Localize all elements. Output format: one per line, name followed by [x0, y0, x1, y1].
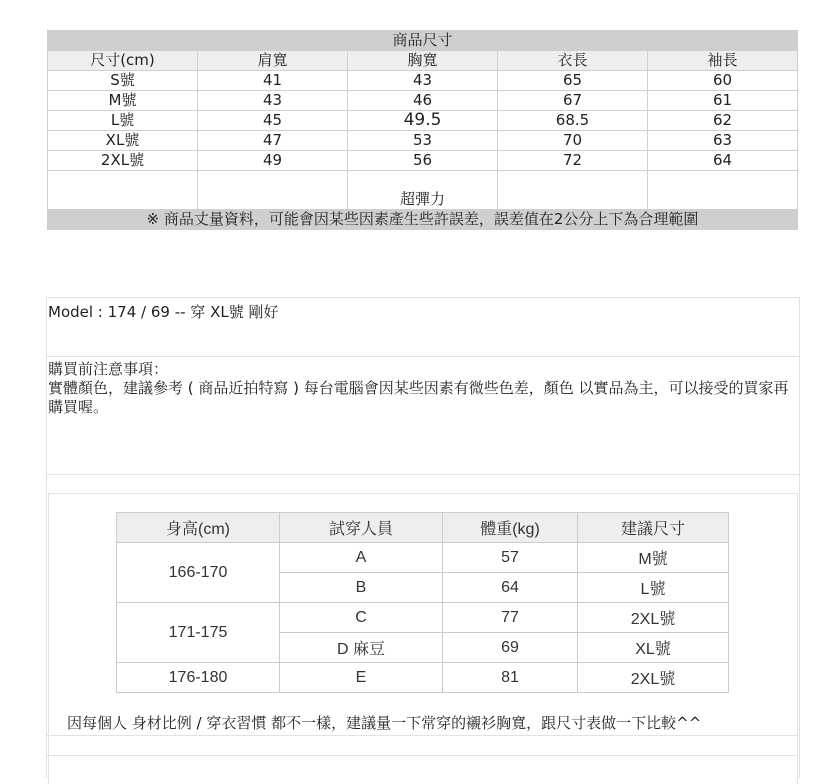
notice-body: 實體顏色，建議參考 ( 商品近拍特寫 ) 每台電腦會因某些因素有微些色差，顏色 以實品為主，可以接受的買家再購買喔。	[48, 379, 789, 416]
tester-cell: E	[280, 663, 443, 693]
weight-cell: 69	[443, 633, 578, 663]
fitting-header-row	[117, 513, 729, 543]
size-cell: 70	[498, 131, 648, 151]
size-cell: 2XL號	[578, 663, 729, 693]
fitting-row	[117, 543, 729, 573]
header-shoulder: 肩寬	[198, 51, 348, 71]
header-tester: 試穿人員	[280, 513, 443, 543]
size-row	[48, 71, 798, 91]
header-length: 衣長	[498, 51, 648, 71]
header-sleeve: 袖長	[648, 51, 798, 71]
size-cell: 68.5	[498, 111, 648, 131]
purchase-notice	[48, 360, 798, 417]
size-cell: 43	[198, 91, 348, 111]
tester-cell: B	[280, 573, 443, 603]
elastic-empty-cell	[48, 171, 198, 210]
size-row	[48, 131, 798, 151]
weight-cell: 57	[443, 543, 578, 573]
height-range-cell: 166-170	[117, 543, 280, 603]
size-note: ※ 商品丈量資料，可能會因某些因素產生些許誤差，誤差值在2公分上下為合理範圍	[48, 210, 798, 230]
size-cell: 41	[198, 71, 348, 91]
size-cell: M號	[48, 91, 198, 111]
size-cell: XL號	[578, 633, 729, 663]
size-cell: L號	[578, 573, 729, 603]
size-row	[48, 91, 798, 111]
size-cell: 60	[648, 71, 798, 91]
size-cell: 62	[648, 111, 798, 131]
height-range-cell: 171-175	[117, 603, 280, 663]
size-cell: 45	[198, 111, 348, 131]
header-height: 身高(cm)	[117, 513, 280, 543]
size-cell: 46	[348, 91, 498, 111]
size-cell: 72	[498, 151, 648, 171]
tester-cell: D 麻豆	[280, 633, 443, 663]
size-cell: 49.5	[348, 111, 498, 131]
elastic-empty-cell	[498, 171, 648, 210]
height-range-cell: 176-180	[117, 663, 280, 693]
size-row	[48, 111, 798, 131]
weight-cell: 64	[443, 573, 578, 603]
size-cell: S號	[48, 71, 198, 91]
fitting-row	[117, 663, 729, 693]
size-cell: 2XL號	[578, 603, 729, 633]
size-chart-table	[47, 30, 798, 230]
size-cell: M號	[578, 543, 729, 573]
size-cell: 43	[348, 71, 498, 91]
size-cell: 47	[198, 131, 348, 151]
size-row	[48, 151, 798, 171]
elastic-row	[48, 171, 798, 210]
fitting-table	[116, 512, 729, 693]
divider	[47, 735, 798, 736]
notice-title: 購買前注意事項：	[48, 360, 169, 378]
divider	[47, 474, 799, 475]
tester-cell: A	[280, 543, 443, 573]
size-cell: 49	[198, 151, 348, 171]
elastic-empty-cell	[198, 171, 348, 210]
size-cell: 63	[648, 131, 798, 151]
size-cell: 56	[348, 151, 498, 171]
divider	[47, 755, 798, 756]
fitting-row	[117, 603, 729, 633]
fitting-footer-note: 因每個人 身材比例 / 穿衣習慣 都不一樣，建議量一下常穿的襯衫胸寬，跟尺寸表做一下比較^^	[67, 714, 702, 732]
header-weight: 體重(kg)	[443, 513, 578, 543]
divider	[47, 356, 799, 357]
size-cell: XL號	[48, 131, 198, 151]
weight-cell: 81	[443, 663, 578, 693]
size-note-row	[48, 210, 798, 230]
model-info: Model : 174 / 69 -- 穿 XL號 剛好	[48, 303, 279, 321]
elastic-label: 超彈力	[348, 171, 498, 210]
size-chart-title: 商品尺寸	[48, 31, 798, 51]
header-size: 尺寸(cm)	[48, 51, 198, 71]
size-cell: 2XL號	[48, 151, 198, 171]
header-chest: 胸寬	[348, 51, 498, 71]
size-cell: 53	[348, 131, 498, 151]
size-chart-header-row	[48, 51, 798, 71]
size-cell: 67	[498, 91, 648, 111]
header-suggested-size: 建議尺寸	[578, 513, 729, 543]
tester-cell: C	[280, 603, 443, 633]
weight-cell: 77	[443, 603, 578, 633]
size-chart-title-row	[48, 31, 798, 51]
size-cell: L號	[48, 111, 198, 131]
size-cell: 61	[648, 91, 798, 111]
elastic-empty-cell	[648, 171, 798, 210]
size-cell: 65	[498, 71, 648, 91]
size-cell: 64	[648, 151, 798, 171]
